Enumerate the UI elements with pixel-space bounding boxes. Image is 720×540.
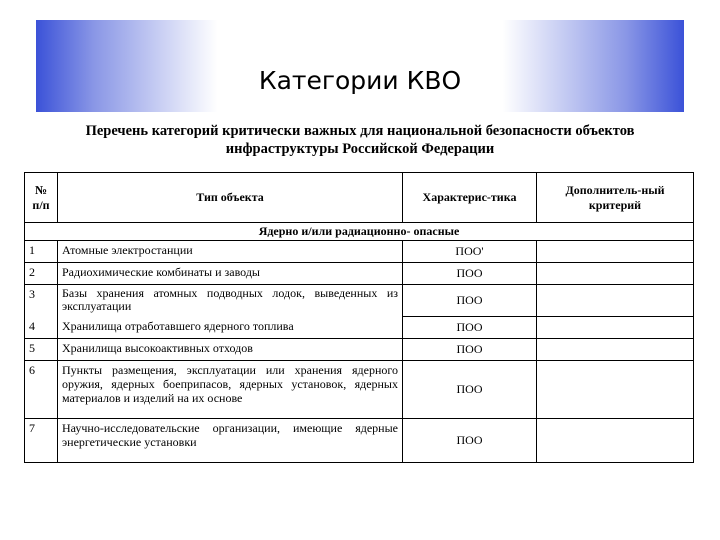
- row-characteristic: ПОО: [403, 419, 537, 463]
- row-type: Хранилища отработавшего ядерного топлива: [58, 317, 403, 339]
- row-additional: [537, 241, 694, 263]
- row-number: 2: [25, 263, 58, 285]
- row-type: Базы хранения атомных подводных лодок, выведенных из эксплуатации: [58, 285, 403, 317]
- row-number: 7: [25, 419, 58, 463]
- column-header-additional: Дополнитель-ный критерий: [537, 173, 694, 223]
- table-header-row: [25, 173, 694, 223]
- section-row: [25, 223, 694, 241]
- table-row: [25, 361, 694, 419]
- row-type: Пункты размещения, эксплуатации или хранения ядерного оружия, ядерных боеприпасов, ядерных установок, ядерных материалов и изделий на их основе: [58, 361, 403, 419]
- table-row: [25, 285, 694, 317]
- table-row: [25, 419, 694, 463]
- row-additional: [537, 361, 694, 419]
- row-characteristic: ПОО: [403, 263, 537, 285]
- row-additional: [537, 285, 694, 317]
- row-additional: [537, 339, 694, 361]
- row-characteristic: ПОО: [403, 317, 537, 339]
- row-characteristic: ПОО': [403, 241, 537, 263]
- row-characteristic: ПОО: [403, 339, 537, 361]
- row-number: 5: [25, 339, 58, 361]
- table-row: [25, 339, 694, 361]
- column-header-characteristic: Характерис-тика: [403, 173, 537, 223]
- row-additional: [537, 419, 694, 463]
- row-type: Научно-исследовательские организации, имеющие ядерные энергетические установки: [58, 419, 403, 463]
- row-characteristic: ПОО: [403, 361, 537, 419]
- table-row: [25, 241, 694, 263]
- page-title: Категории КВО: [258, 66, 462, 95]
- column-header-number: № п/п: [25, 173, 58, 223]
- row-type: Хранилища высокоактивных отходов: [58, 339, 403, 361]
- table-row: [25, 263, 694, 285]
- row-number: 3: [25, 285, 58, 317]
- table-row: [25, 317, 694, 339]
- document-subtitle: Перечень категорий критически важных для национальной безопасности объектов инфраструктуры Российской Федерации: [85, 123, 635, 157]
- row-type: Радиохимические комбинаты и заводы: [58, 263, 403, 285]
- row-type: Атомные электростанции: [58, 241, 403, 263]
- row-additional: [537, 317, 694, 339]
- categories-table: [24, 172, 694, 463]
- row-characteristic: ПОО: [403, 285, 537, 317]
- column-header-type: Тип объекта: [58, 173, 403, 223]
- row-number: 1: [25, 241, 58, 263]
- row-number: 6: [25, 361, 58, 419]
- row-number: 4: [25, 317, 58, 339]
- title-banner: [36, 20, 684, 112]
- section-title: Ядерно и/или радиационно- опасные: [25, 223, 694, 241]
- row-additional: [537, 263, 694, 285]
